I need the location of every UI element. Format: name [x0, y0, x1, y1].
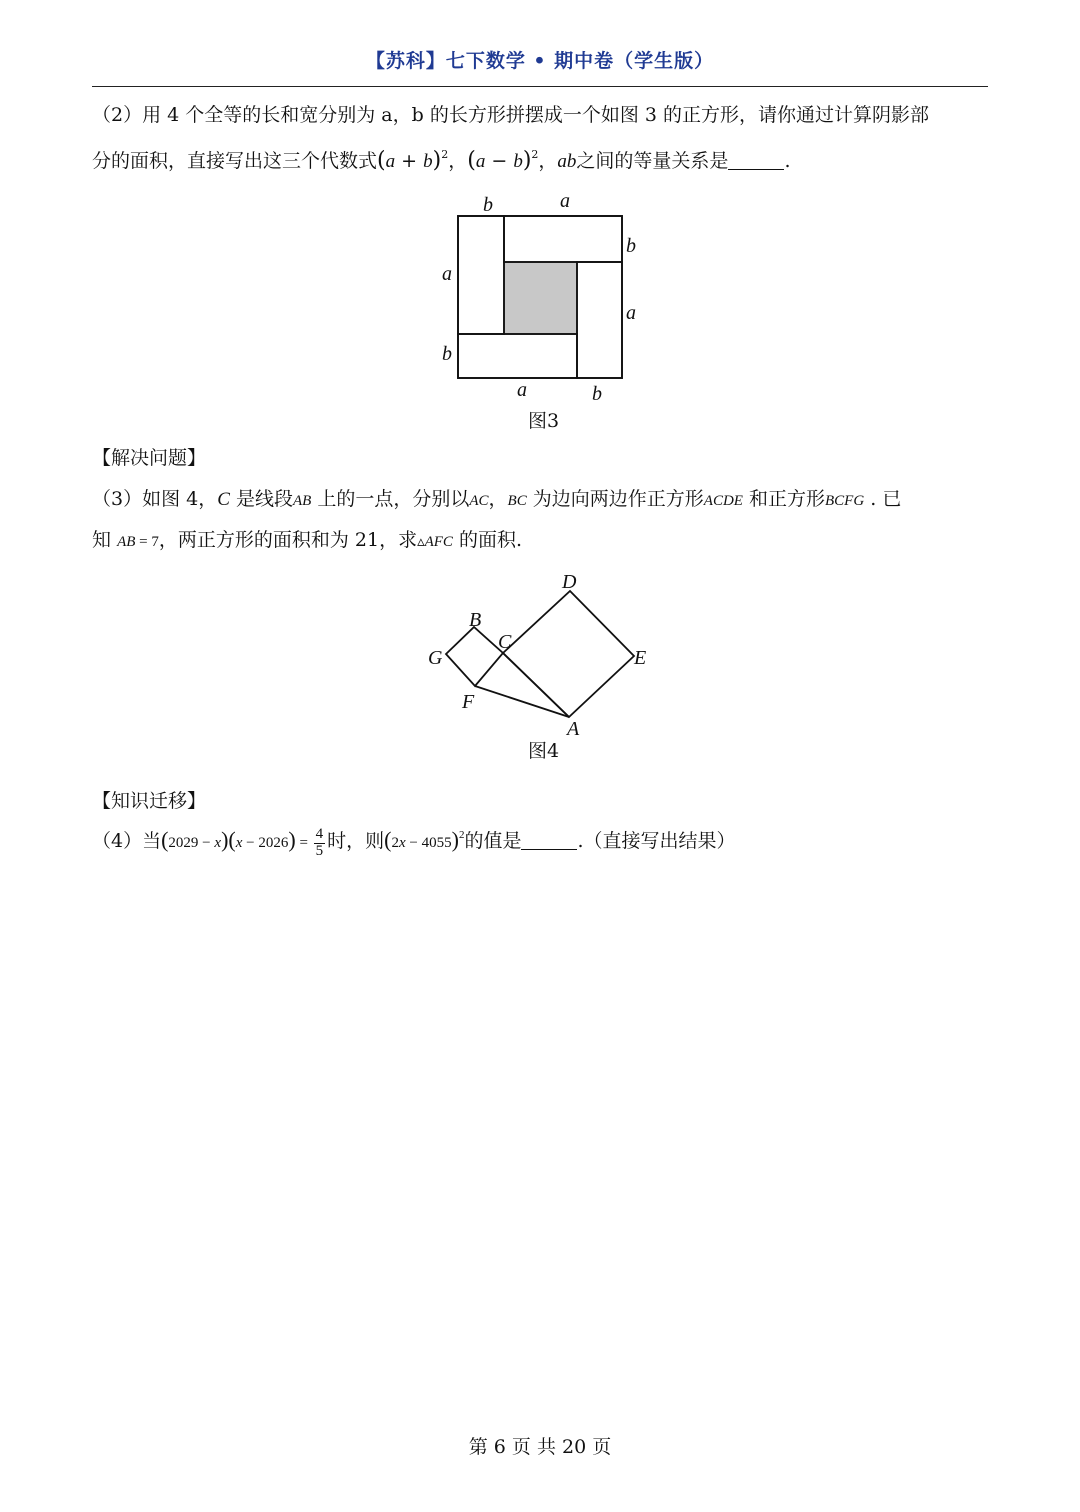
section-transfer-title: 【知识迁移】	[92, 790, 207, 812]
q4-text-mid: 时，则	[327, 830, 385, 852]
given-ab-equals-7: AB = 7	[117, 534, 159, 550]
q3-text-2: 是线段	[235, 488, 293, 510]
q3-text-4: 为边向两边作正方形	[532, 488, 704, 510]
q3-text-8: ，两正方形的面积和为 21，求	[158, 529, 418, 551]
fig3-label-bottom-a: a	[517, 379, 527, 401]
figure-3-rect-top	[504, 216, 622, 262]
fig4-label-E: E	[634, 647, 647, 669]
q4-line	[92, 826, 736, 860]
fig4-label-D: D	[562, 571, 577, 593]
figure-4-diagram	[420, 566, 670, 741]
expr-ab: ab	[557, 151, 577, 172]
fig3-label-left-b: b	[442, 343, 452, 365]
fig3-label-right-b: b	[626, 235, 636, 257]
q2-line-2-text: 分的面积，直接写出这三个代数式	[92, 150, 378, 172]
page-footer: 第 6 页 共 20 页	[468, 1436, 612, 1458]
q4-equation: (2029 − x)(x − 2026) = $\frac{4}{5}$	[161, 826, 324, 860]
figure-3-rect-bottom	[458, 334, 577, 378]
q3-line-2	[92, 525, 522, 552]
section-solve-title: 【解决问题】	[92, 447, 207, 469]
fig4-label-F: F	[462, 691, 475, 713]
expr-a-plus-b-squared: $(a + b)^2$	[377, 148, 449, 173]
q3-text-5: 和正方形	[749, 488, 826, 510]
square-acde	[503, 591, 634, 717]
fig3-label-top-a: a	[560, 190, 570, 212]
figure-4-caption: 图4	[528, 740, 560, 762]
figure-3-shaded-square	[504, 262, 577, 334]
fig3-label-bottom-b: b	[592, 383, 602, 405]
triangle-afc: ▵AFC	[417, 534, 453, 550]
header-divider	[92, 86, 988, 87]
q3-text-9: 的面积.	[459, 529, 523, 551]
segment-ca	[503, 653, 569, 717]
q3-line-1: （3）如图 4，C 是线段AB 上的一点，分别以AC，BC 为边向两边作正方形ACDE 和正方形BCFG . 已	[92, 488, 902, 510]
figure-3-rect-left	[458, 216, 504, 334]
fig4-label-A: A	[567, 718, 580, 740]
q2-line-2: 分的面积，直接写出这三个代数式$(a + b)^2$，$(a - b)^2$，ab之间的等量关系是 .	[92, 148, 791, 173]
fig3-label-left-a: a	[442, 263, 452, 285]
square-bcfg	[446, 627, 503, 686]
fraction-4-5: $\frac{4}{5}$	[315, 826, 324, 860]
fig3-label-right-a: a	[626, 302, 636, 324]
q2-line-2-tail: 之间的等量关系是	[576, 150, 729, 172]
q4-expression: $(2x - 4055)^2$	[384, 827, 465, 852]
q3-text-1: （3）如图 4，	[92, 488, 218, 510]
fig4-label-B: B	[469, 609, 482, 631]
page-header-title: 【苏科】七下数学 • 期中卷（学生版）	[365, 50, 715, 72]
figure-3-rect-right	[577, 262, 622, 378]
q2-line-1: （2）用 4 个全等的长和宽分别为 a，b 的长方形拼摆成一个如图 3 的正方形，请你通过计算阴影部	[92, 104, 929, 126]
expr-a-minus-b-squared: $(a - b)^2$	[467, 148, 539, 173]
answer-blank-q4	[521, 831, 577, 850]
q3-text-7: 知	[92, 529, 112, 551]
q3-text-3: 上的一点，分别以	[317, 488, 470, 510]
figure-3-caption: 图3	[528, 410, 560, 432]
fig4-label-C: C	[498, 631, 512, 653]
q4-text-tail: 的值是	[464, 830, 522, 852]
q3-text-6: . 已	[870, 488, 902, 510]
answer-blank-q2	[728, 151, 784, 170]
fig4-label-G: G	[428, 647, 443, 669]
figure-3-diagram	[430, 186, 650, 406]
q4-text-suffix: .（直接写出结果）	[577, 830, 736, 852]
segment-fa	[475, 686, 569, 717]
fig3-label-top-b: b	[483, 194, 493, 216]
q4-text-prefix: （4）当	[92, 830, 162, 852]
